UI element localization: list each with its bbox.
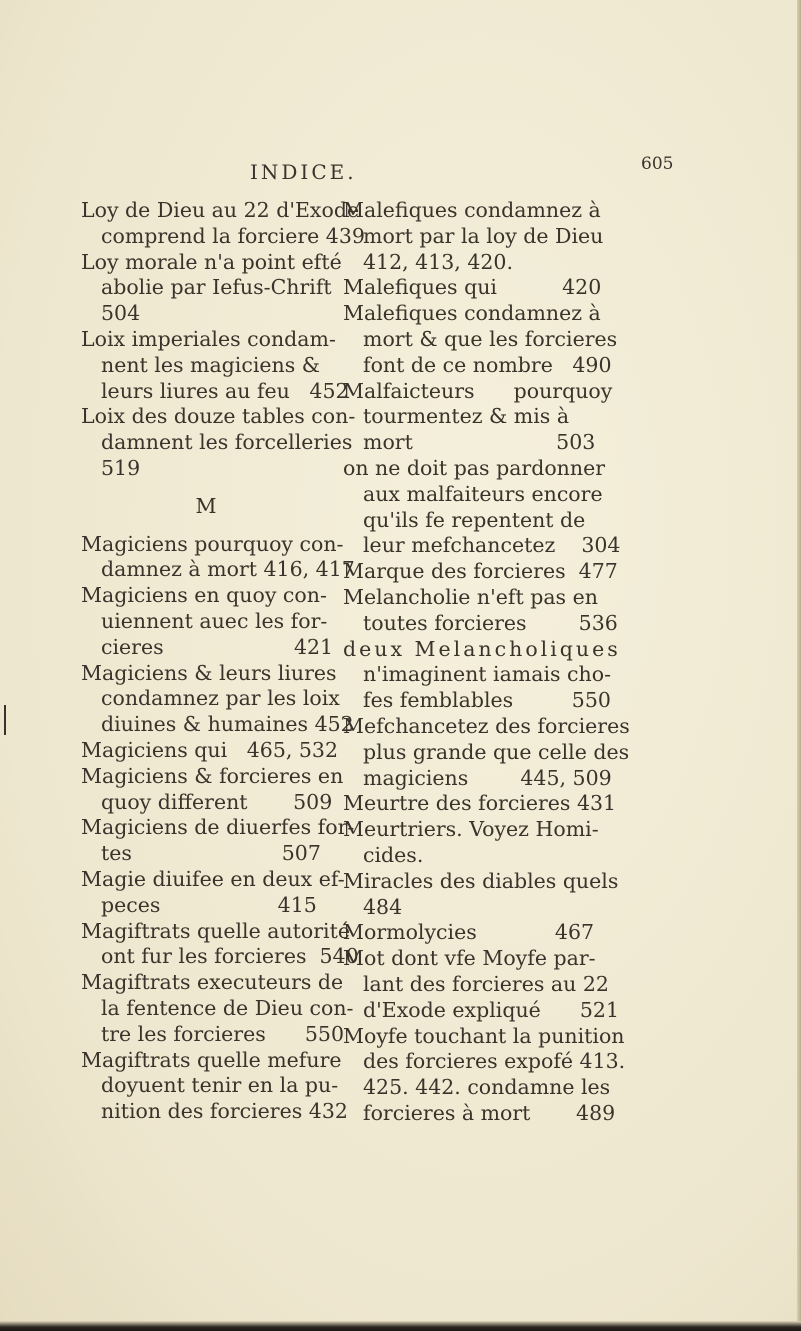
index-entry-line: 519 (101, 455, 141, 480)
index-entry-line: deux Melancholiques (343, 636, 621, 661)
index-entry-line: tourmentez & mis à (363, 404, 570, 429)
index-entry-line: mort & que les forcieres (363, 326, 618, 351)
index-entry-line: Marque des forcieres 477 (343, 559, 618, 584)
index-entry-line: damnent les forcelleries (101, 430, 353, 455)
index-entry-line: Magiciens & leurs liures (81, 660, 337, 685)
index-entry-line: nent les magiciens & (101, 352, 321, 377)
index-entry-line: cides. (363, 842, 424, 867)
index-entry-line: Loy morale n'a point efté (81, 249, 342, 274)
index-entry-line: Magiciens de diuerfes for- (81, 815, 355, 840)
index-entry-line: Malefiques condamnez à (343, 198, 601, 222)
index-entry-line: plus grande que celle des (363, 739, 630, 764)
line-gap (81, 482, 331, 494)
index-entry-line: la fentence de Dieu con- (101, 995, 354, 1020)
index-entry-line: lant des forcieres au 22 (363, 971, 609, 996)
index-entry-line: Malfaicteurs pourquoy (343, 378, 613, 403)
index-entry-line: Magiciens & forcieres en (81, 763, 344, 788)
index-entry-line: n'imaginent iamais cho- (363, 662, 612, 687)
running-title: INDICE. (250, 160, 357, 184)
index-entry-line: leurs liures au feu 452 (101, 378, 349, 403)
index-entry-line: 425. 442. condamne les (363, 1075, 611, 1100)
page-header (0, 154, 801, 190)
index-entry-line: Loy de Dieu au 22 d'Exode (81, 198, 360, 222)
index-entry-line: font de ce nombre 490 (363, 352, 612, 377)
index-entry-line: fes femblables 550 (363, 688, 611, 713)
index-entry-line: comprend la forciere 439 (101, 223, 365, 248)
index-entry-line: Meurtriers. Voyez Homi- (343, 817, 599, 842)
index-entry-line: cieres 421 (101, 634, 334, 659)
index-entry-line: Magiftrats quelle mefure (81, 1047, 342, 1072)
index-entry-line: nition des forcieres 432 (101, 1099, 348, 1124)
index-entry-line: Magiciens qui 465, 532 (81, 737, 339, 762)
index-entry-line: abolie par Iefus-Chrift (101, 275, 332, 300)
index-entry-line: on ne doit pas pardonner (343, 455, 606, 480)
index-column-right (343, 198, 643, 1127)
index-entry-line: 484 (363, 894, 403, 919)
index-entry-line: Mot dont vfe Moyfe par- (343, 946, 596, 971)
index-entry-line: condamnez par les loix (101, 686, 340, 711)
index-entry-line: des forcieres expofé 413. (363, 1049, 626, 1074)
index-entry-line: Magiftrats quelle autorité (81, 918, 350, 943)
index-entry-line: aux malfaiteurs encore (363, 481, 603, 506)
index-entry-line: Meurtre des forcieres 431 (343, 791, 617, 816)
index-entry-line: toutes forcieres 536 (363, 610, 618, 635)
index-entry-line: d'Exode expliqué 521 (363, 997, 620, 1022)
index-entry-line: ont fur les forcieres 540 (101, 944, 359, 969)
index-entry-line: 504 (101, 301, 141, 326)
index-entry-line: peces 415 (101, 892, 317, 917)
index-entry-line: quoy different 509 (101, 789, 333, 814)
index-entry-line: qu'ils fe repentent de (363, 507, 586, 532)
index-entry-line: leur mefchancetez 304 (363, 533, 621, 558)
index-column-left (81, 198, 365, 1125)
index-entry-line: mort par la loy de Dieu (363, 223, 604, 248)
index-entry-line: Magiciens pourquoy con- (81, 531, 344, 556)
index-entry-line: damnez à mort 416, 417 (101, 557, 355, 582)
index-entry-line: uiennent auec les for- (101, 608, 328, 633)
index-entry-line: Moyfe touchant la punition (343, 1023, 625, 1048)
page-bottom-edge (0, 1321, 801, 1331)
index-entry-line: Magiftrats executeurs de (81, 970, 344, 995)
index-entry-line: Mefchancetez des forcieres (343, 713, 630, 738)
index-entry-line: Mormolycies 467 (343, 920, 595, 945)
page-right-edge (797, 0, 801, 1331)
index-entry-line: Miracles des diables quels (343, 868, 619, 893)
page-margin-mark (4, 705, 6, 735)
index-entry-line: 412, 413, 420. (363, 249, 513, 274)
section-letter: M (195, 493, 217, 518)
index-entry-line: tre les forcieres 550 (101, 1021, 344, 1046)
index-entry-line: Magie diuifee en deux ef- (81, 866, 345, 891)
index-entry-line: tes 507 (101, 841, 321, 866)
index-entry-line: doyuent tenir en la pu- (101, 1073, 339, 1098)
index-entry-line: Loix imperiales condam- (81, 326, 336, 351)
index-entry-line: Melancholie n'eft pas en (343, 584, 598, 609)
index-entry-line: Magiciens en quoy con- (81, 583, 327, 608)
page-number: 605 (641, 154, 674, 174)
index-entry-line: mort 503 (363, 430, 596, 455)
index-entry-line: forcieres à mort 489 (363, 1100, 616, 1125)
line-gap (81, 520, 331, 532)
index-entry-line: Malefiques qui 420 (343, 275, 602, 300)
index-entry-line: diuines & humaines 452 (101, 712, 354, 737)
index-entry-line: Malefiques condamnez à (343, 301, 601, 326)
index-entry-line: magiciens 445, 509 (363, 765, 612, 790)
index-entry-line: Loix des douze tables con- (81, 404, 356, 429)
